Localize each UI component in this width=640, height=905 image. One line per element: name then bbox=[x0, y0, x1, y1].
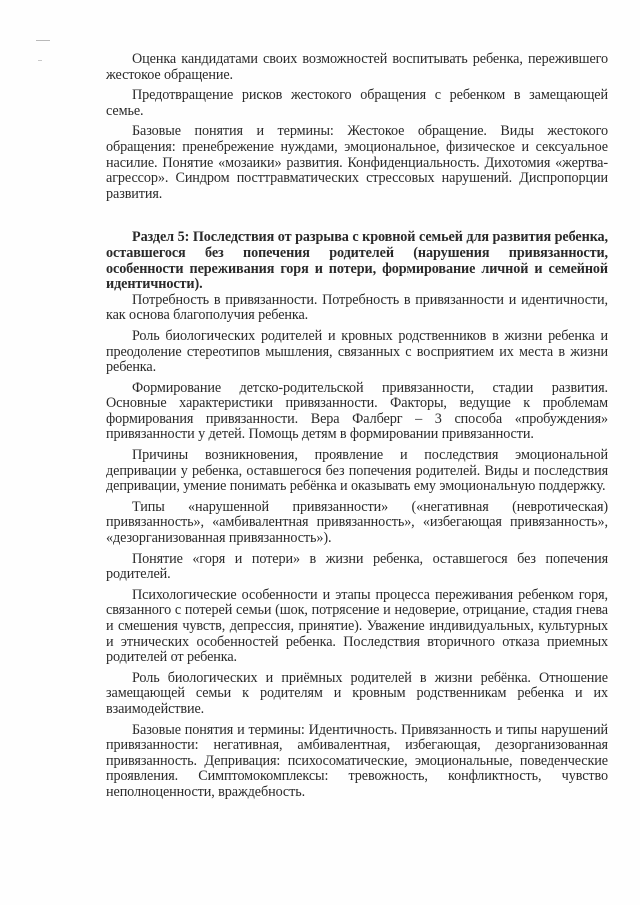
paragraph-candidate-assessment: Оценка кандидатами своих возможностей воспитывать ребенка, пережившего жестокое обращение. bbox=[106, 51, 608, 83]
section-5-heading: Раздел 5: Последствия от разрыва с кровной семьей для развития ребенка, оставшегося без попечения родителей (нарушения привязанности, особенности переживания горя и потери, формирование личной и семейной идентичности). bbox=[106, 229, 608, 293]
paragraph-attachment-types: Типы «нарушенной привязанности» («негативная (невротическая) привязанность», «амбивалентная привязанность», «избегающая привязанность», «дезорганизованная привязанность»). bbox=[106, 498, 608, 547]
paragraph-emotional-deprivation: Причины возникновения, проявление и последствия эмоциональной депривации у ребенка, оставшегося без попечения родителей. Виды и последствия депривации, умение понимать ребёнка и оказывать ему эмоциональную поддержку. bbox=[106, 447, 608, 495]
paragraph-risk-prevention: Предотвращение рисков жестокого обращения с ребенком в замещающей семье. bbox=[106, 87, 608, 119]
paragraph-biological-parents-role: Роль биологических родителей и кровных родственников в жизни ребенка и преодоление стереотипов мышления, связанных с восприятием их места в жизни ребенка. bbox=[106, 327, 608, 376]
scan-artifact-mark bbox=[38, 60, 42, 61]
paragraph-parents-relationship: Роль биологических и приёмных родителей в жизни ребёнка. Отношение замещающей семьи к родителям и кровным родственникам ребенка и их взаимодействие. bbox=[106, 669, 608, 717]
paragraph-basic-terms-abuse: Базовые понятия и термины: Жестокое обращение. Виды жестокого обращения: пренебрежение нуждами, эмоциональное, физическое и сексуальное насилие. Понятие «мозаики» развития. Конфиденциальность. Дихотомия «жертва-агрессор». Синдром посттравматических стрессовых нарушений. Диспропорции развития. bbox=[106, 123, 608, 202]
paragraph-attachment-formation: Формирование детско-родительской привязанности, стадии развития. Основные характеристики привязанности. Факторы, ведущие к проблемам формирования привязанности. Вера Фалберг – 3 способа «пробуждения» привязанности у детей. Помощь детям в формировании привязанности. bbox=[106, 379, 608, 443]
paragraph-grief-stages: Психологические особенности и этапы процесса переживания ребенком горя, связанного с потерей семьи (шок, потрясение и недоверие, отрицание, стадия гнева и смешения чувств, депрессия, принятие). Уважение индивидуальных, культурных и этнических особенностей ребенка. Последствия вторичного отказа приемных родителей от ребенка. bbox=[106, 586, 608, 666]
document-body bbox=[106, 52, 608, 806]
scan-artifact-mark bbox=[36, 40, 50, 41]
paragraph-attachment-need: Потребность в привязанности. Потребность в привязанности и идентичности, как основа благополучия ребенка. bbox=[106, 291, 608, 324]
paragraph-grief-and-loss: Понятие «горя и потери» в жизни ребенка, оставшегося без попечения родителей. bbox=[106, 550, 608, 583]
paragraph-basic-terms-identity: Базовые понятия и термины: Идентичность. Привязанность и типы нарушений привязанности: негативная, амбивалентная, избегающая, дезорганизованная привязанность. Депривация: психосоматические, эмоциональные, поведенческие проявления. Симптомокомплексы: тревожность, конфликтность, чувство неполноценности, враждебность. bbox=[106, 721, 608, 800]
